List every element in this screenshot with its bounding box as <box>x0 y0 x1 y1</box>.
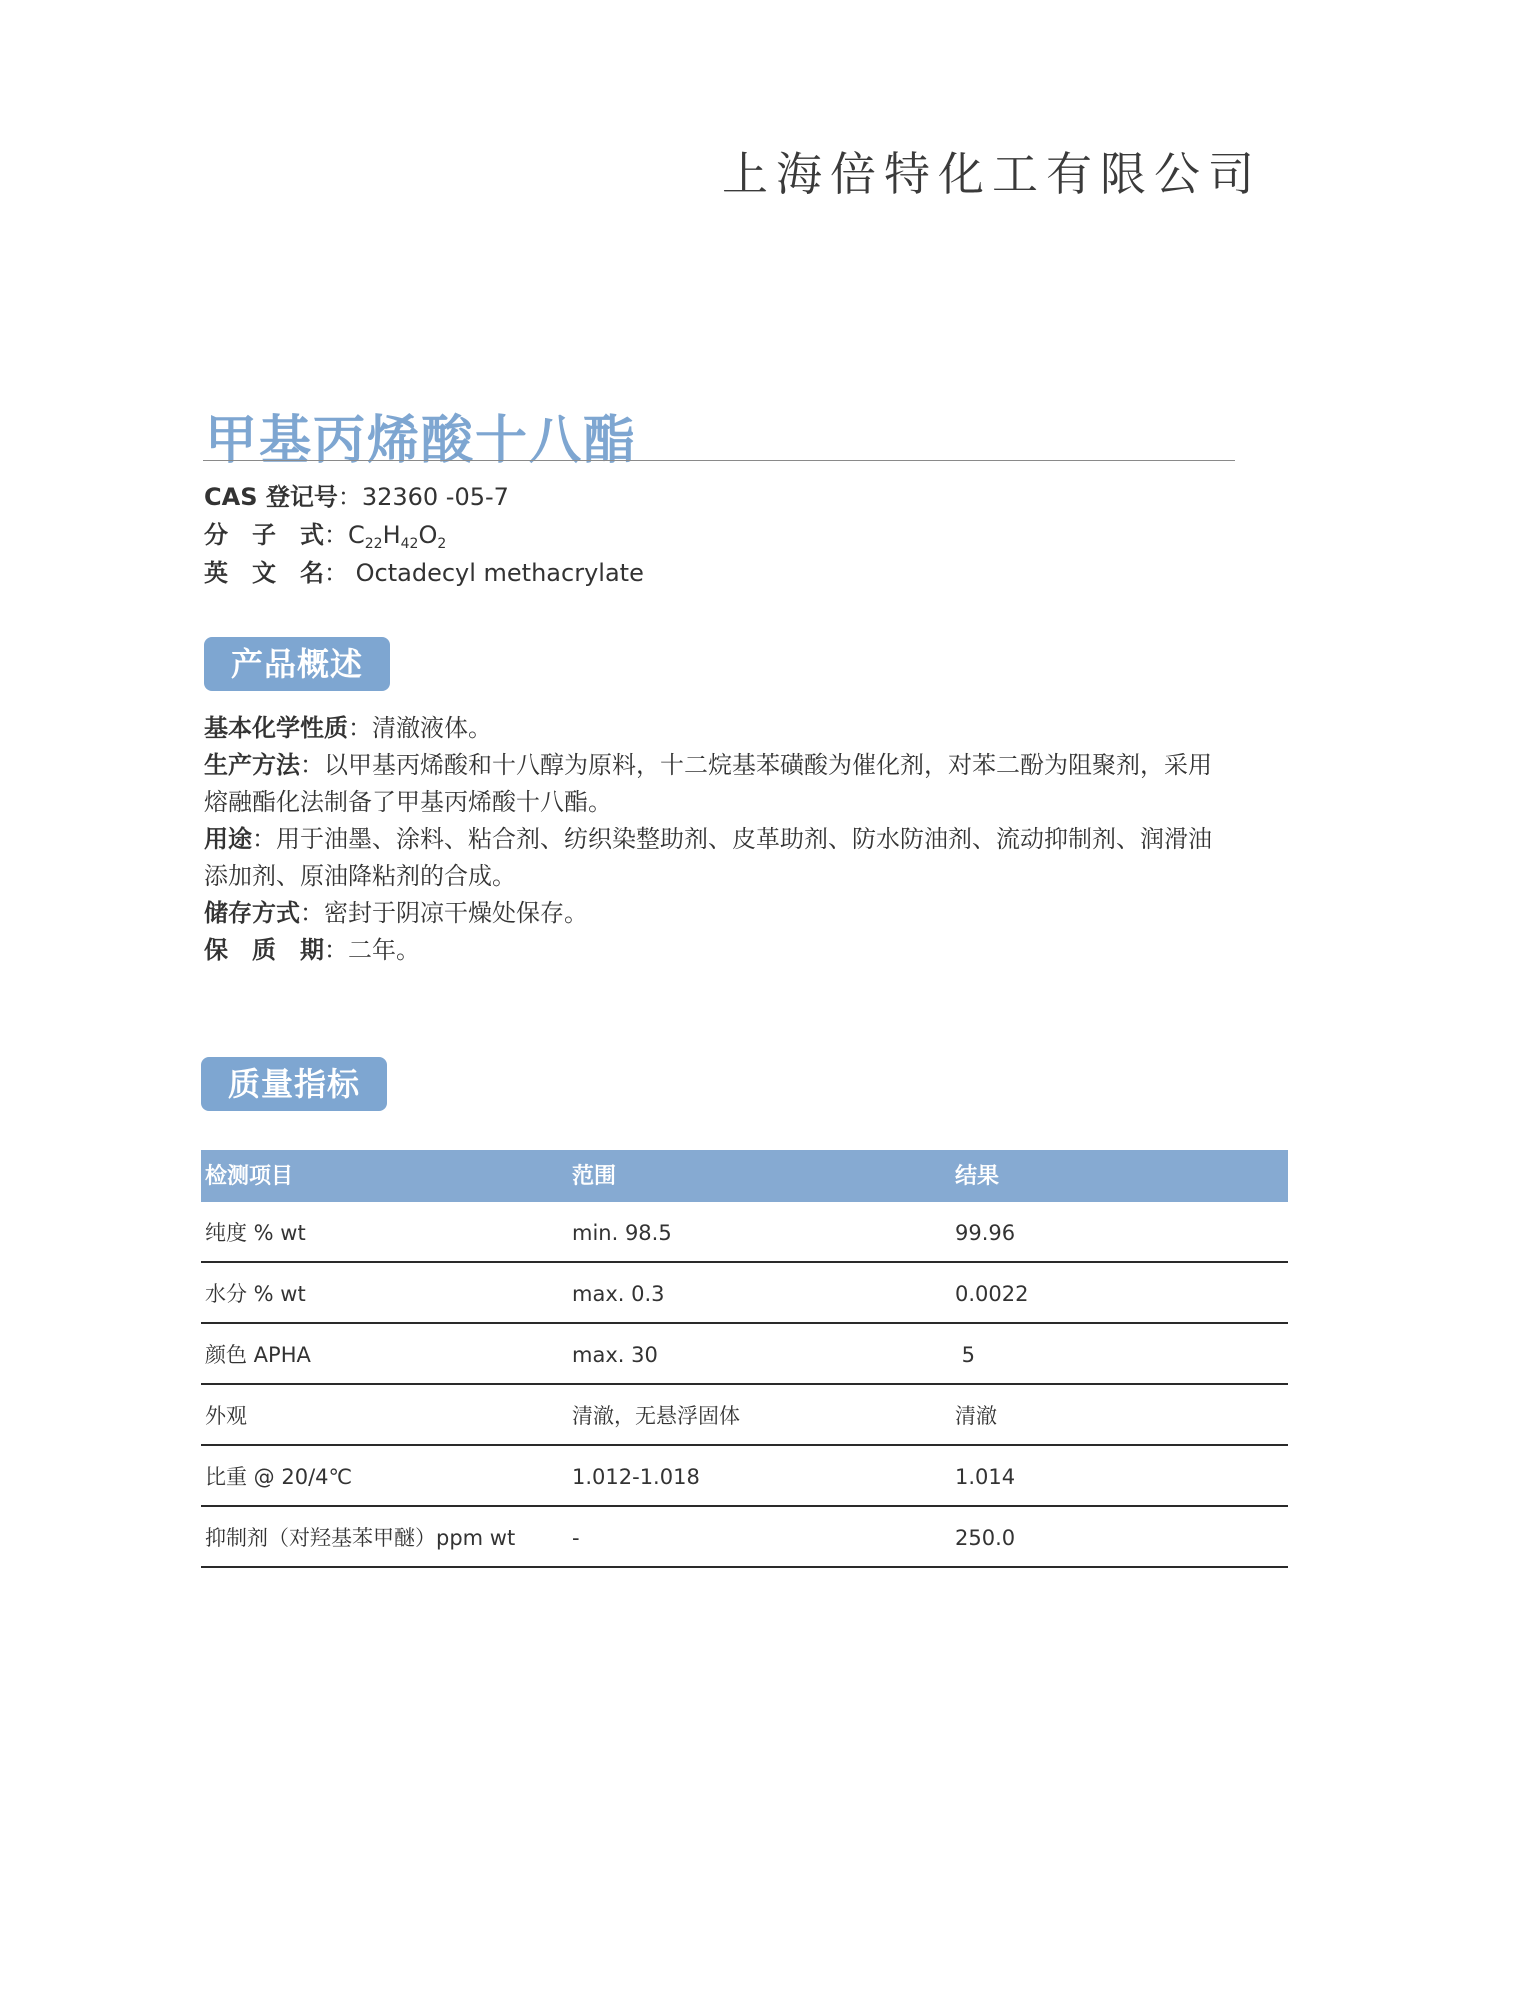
formula-separator: ： <box>324 521 348 549</box>
quality-table <box>201 1150 1288 1568</box>
product-properties <box>204 478 644 592</box>
english-name-value: Octadecyl methacrylate <box>355 559 644 587</box>
english-name-row <box>204 554 644 592</box>
cell-range: 1.012-1.018 <box>572 1465 700 1489</box>
cell-result: 99.96 <box>955 1221 1016 1245</box>
formula-label: 分 子 式 <box>204 521 324 549</box>
cell-result: 清澈 <box>955 1404 997 1428</box>
cell-range: 清澈，无悬浮固体 <box>572 1404 740 1428</box>
formula-o: O <box>418 521 438 549</box>
formula-o-count: 2 <box>437 536 447 552</box>
cell-range: max. 30 <box>572 1343 658 1367</box>
cell-result: 0.0022 <box>955 1282 1029 1306</box>
cell-range: min. 98.5 <box>572 1221 672 1245</box>
overview-label: 储存方式 <box>204 899 300 927</box>
overview-text: 二年。 <box>348 936 420 964</box>
overview-text: 以甲基丙烯酸和十八醇为原料，十二烷基苯磺酸为催化剂，对苯二酚为阻聚剂，采用熔融酯化法制备了甲基丙烯酸十八酯。 <box>204 751 1212 816</box>
overview-label: 保 质 期 <box>204 936 324 964</box>
cell-range: - <box>572 1526 580 1550</box>
cell-item: 比重 @ 20/4℃ <box>205 1465 353 1489</box>
formula-value <box>348 521 447 552</box>
table-row <box>201 1263 1288 1324</box>
cell-item: 颜色 APHA <box>205 1343 311 1367</box>
overview-text: 密封于阴凉干燥处保存。 <box>324 899 588 927</box>
overview-heading: 产品概述 <box>204 637 390 691</box>
overview-label: 基本化学性质 <box>204 714 348 742</box>
company-name: 上海倍特化工有限公司 <box>722 147 1262 201</box>
overview-text: 用于油墨、涂料、粘合剂、纺织染整助剂、皮革助剂、防水防油剂、流动抑制剂、润滑油添加剂、原油降粘剂的合成。 <box>204 825 1212 890</box>
overview-separator: ： <box>348 714 372 742</box>
quality-heading: 质量指标 <box>201 1057 387 1111</box>
cas-value: 32360 -05-7 <box>361 483 509 511</box>
cas-label: CAS 登记号 <box>204 483 338 511</box>
title-divider <box>203 460 1235 461</box>
overview-item-basic <box>204 710 1224 747</box>
overview-item-usage <box>204 821 1224 895</box>
cell-item: 抑制剂（对羟基苯甲醚）ppm wt <box>205 1526 516 1550</box>
overview-label: 用途 <box>204 825 252 853</box>
table-row <box>201 1385 1288 1446</box>
overview-separator: ： <box>300 751 324 779</box>
overview-text: 清澈液体。 <box>372 714 492 742</box>
table-row <box>201 1324 1288 1385</box>
overview-separator: ： <box>324 936 348 964</box>
formula-c: C <box>348 521 365 549</box>
cell-item: 外观 <box>205 1404 247 1428</box>
table-header <box>201 1150 1288 1202</box>
cas-separator: ： <box>337 483 362 511</box>
formula-h: H <box>382 521 401 549</box>
overview-label: 生产方法 <box>204 751 300 779</box>
table-row <box>201 1446 1288 1507</box>
column-header-range: 范围 <box>572 1164 617 1189</box>
overview-item-storage <box>204 895 1224 932</box>
cell-result: 250.0 <box>955 1526 1016 1550</box>
english-name-label: 英 文 名 <box>204 559 324 587</box>
column-header-result: 结果 <box>955 1164 1000 1189</box>
overview-item-method <box>204 747 1224 821</box>
english-name-separator: ： <box>324 559 356 587</box>
cell-result: 5 <box>955 1343 976 1367</box>
cell-result: 1.014 <box>955 1465 1016 1489</box>
overview-item-shelf-life <box>204 932 1224 969</box>
formula-h-count: 42 <box>400 536 419 552</box>
product-title: 甲基丙烯酸十八酯 <box>205 411 638 471</box>
overview-separator: ： <box>300 899 324 927</box>
overview-section <box>204 710 1224 969</box>
cas-row <box>204 478 644 516</box>
column-header-item: 检测项目 <box>205 1164 294 1189</box>
cell-range: max. 0.3 <box>572 1282 665 1306</box>
cell-item: 纯度 % wt <box>205 1221 306 1245</box>
cell-item: 水分 % wt <box>205 1282 306 1306</box>
formula-c-count: 22 <box>364 536 383 552</box>
table-row <box>201 1202 1288 1263</box>
table-row <box>201 1507 1288 1568</box>
formula-row <box>204 516 644 554</box>
overview-separator: ： <box>252 825 276 853</box>
